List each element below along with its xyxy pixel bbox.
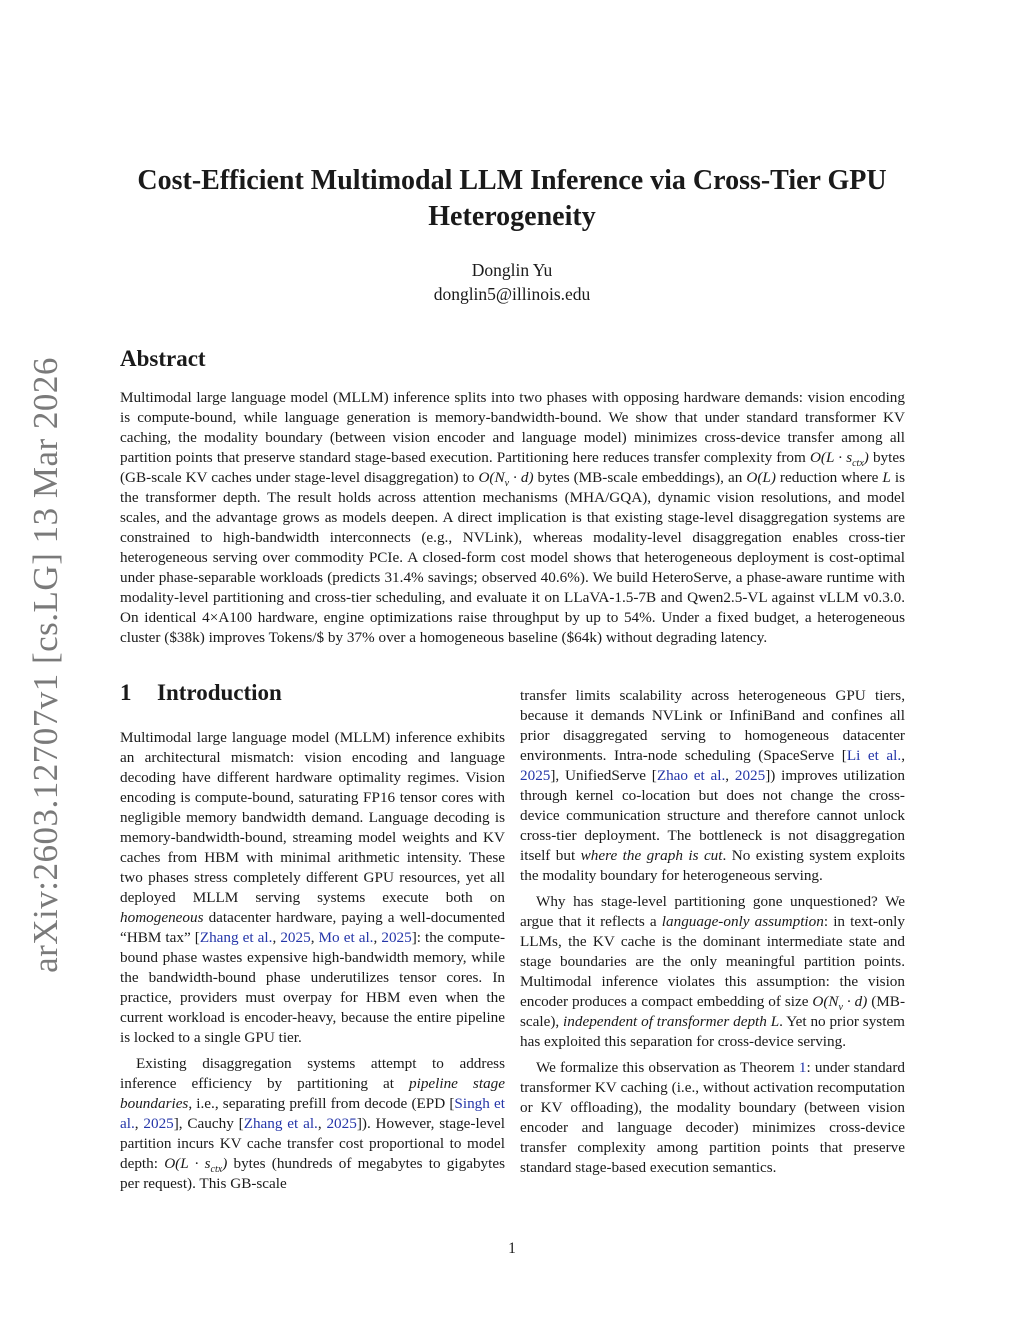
abstract-body: Multimodal large language model (MLLM) inference splits into two phases with opposing hardware demands: vision encoding is compute-bound, while language generation is memory-bandwidth-bound. We show that under standard transformer KV caching, the modality boundary (between vision encoder and language model) minimizes cross-device transfer among all partition points that preserve standard stage-based execution. Partitioning here reduces transfer complexity from $O(L \cdot s_{ctx})$ bytes (GB-scale KV caches under stage-level disaggregation) to $O(N_v \cdot d)$ bytes (MB-scale embeddings), an O(L) reduction where L is the transformer depth. The result holds across attention mechanisms (MHA/GQA), dynamic vision resolutions, and model scales, and the advantage grows as models deepen. A direct implication is that existing stage-level disaggregation systems are constrained to high-bandwidth interconnects (e.g., NVLink), whereas modality-level disaggregation enables cross-tier heterogeneous serving over commodity PCIe. A closed-form cost model shows that heterogeneous deployment is cost-optimal under phase-separable workloads (predicts 31.4% savings; observed 40.6%). We build HeteroServe, a phase-aware runtime with modality-level partitioning and cross-tier scheduling, and evaluate it on LLaVA-1.5-7B and Qwen2.5-VL against vLLM v0.3.0. On identical 4×A100 hardware, engine optimizations raise throughput by up to 54%. Under a fixed budget, a heterogeneous cluster ($38k) improves Tokens/$ by 37% over a homogeneous baseline ($64k) without degrading latency. bbox=[120, 389, 906, 646]
theorem-reference-link[interactable]: 1 bbox=[798, 1059, 807, 1076]
section-number: 1 bbox=[120, 680, 132, 705]
intro-paragraph: Why has stage-level partitioning gone unquestioned? We argue that it reflects a language-only assumption: in text-only LLMs, the KV cache is the dominant intermediate state and stage boundaries are the only meaningful partition points. Multimodal inference violates this assumption: the vision encoder produces a compact embedding of size $O(N_v \cdot d)$ (MB-scale), independent of transformer depth L. Yet no prior system has exploited this separation for cross-device serving. bbox=[520, 893, 905, 1050]
citation-link[interactable]: Zhao et al. bbox=[656, 767, 726, 784]
arxiv-identifier-text: arXiv:2603.12707v1 [cs.LG] 13 Mar 2026 bbox=[26, 357, 66, 973]
author-name: Donglin Yu bbox=[471, 260, 553, 280]
paper-title: Cost-Efficient Multimodal LLM Inference via Cross-Tier GPU Heterogeneity bbox=[137, 165, 887, 232]
section-title: Introduction bbox=[157, 680, 282, 705]
citation-link[interactable]: Mo et al. bbox=[318, 929, 374, 946]
page-number: 1 bbox=[508, 1240, 516, 1257]
math-expression: $O(L \cdot s_{ctx})$ bbox=[809, 449, 869, 470]
intro-paragraph: transfer limits scalability across heterogeneous GPU tiers, because it demands NVLink or InfiniBand and confines all prior disaggregated serving to homogeneous datacenter environments. Intra-node scheduling (SpaceServe [Li et al., 2025], UnifiedServe [Zhao et al., 2025]) improves utilization through kernel co-location but does not change the cross-device communication structure and therefore cannot unlock cross-tier deployment. The bottleneck is not disaggregation itself but where the graph is cut. No existing system exploits the modality boundary for heterogeneous serving. bbox=[520, 687, 905, 884]
intro-paragraph: Existing disaggregation systems attempt to address inference efficiency by partitioning at pipeline stage boundaries, i.e., separating prefill from decode (EPD [Singh et al., 2025], Cauchy [Zhang et al., 2025]). However, stage-level partition incurs KV cache transfer cost proportional to model depth: $O(L \cdot s_{ctx})$ bytes (hundreds of megabytes to gigabytes per request). This GB-scale bbox=[120, 1055, 506, 1192]
citation-link[interactable]: 2025 bbox=[143, 1115, 174, 1132]
citation-link[interactable]: Li et al. bbox=[846, 747, 902, 764]
citation-link[interactable]: 2025 bbox=[326, 1115, 357, 1132]
citation-link[interactable]: Zhang et al. bbox=[243, 1115, 318, 1132]
math-expression: $O(L \cdot s_{ctx})$ bbox=[164, 1155, 228, 1176]
math-expression: L bbox=[882, 469, 891, 486]
intro-paragraph: We formalize this observation as Theorem 1: under standard transformer KV caching (i.e., without activation recomputation or KV offloading), the modality boundary (between vision encoder and language decoder) minimizes cross-device transfer complexity among partition points that preserve standard stage-based execution semantics. bbox=[520, 1059, 905, 1176]
math-expression: $O(N_v \cdot d)$ bbox=[478, 469, 534, 490]
citation-link[interactable]: 2025 bbox=[734, 767, 766, 784]
intro-left-column bbox=[120, 728, 505, 1194]
intro-right-column bbox=[520, 686, 905, 1178]
author-block bbox=[100, 258, 924, 306]
citation-link[interactable]: 2025 bbox=[520, 767, 551, 784]
citation-link[interactable]: 2025 bbox=[381, 929, 412, 946]
author-email: donglin5@illinois.edu bbox=[433, 284, 591, 304]
citation-link[interactable]: Zhang et al. bbox=[199, 929, 273, 946]
math-expression: $O(N_v \cdot d)$ bbox=[812, 993, 868, 1014]
arxiv-identifier-stamp bbox=[22, 357, 70, 973]
math-expression: O(L) bbox=[746, 469, 776, 486]
math-expression: L bbox=[770, 1013, 780, 1030]
abstract-heading: Abstract bbox=[120, 346, 206, 371]
citation-link[interactable]: 2025 bbox=[280, 929, 311, 946]
section-heading-introduction bbox=[120, 678, 282, 708]
intro-paragraph: Multimodal large language model (MLLM) inference exhibits an architectural mismatch: vision encoding and language decoding have different hardware optimality regimes. Vision encoding is compute-bound, saturating FP16 tensor cores with negligible memory bandwidth demand. Language decoding is memory-bandwidth-bound, streaming model weights and KV caches from HBM with minimal arithmetic intensity. These two phases stress completely different GPU resources, yet all deployed MLLM serving systems execute both on homogeneous datacenter hardware, paying a well-documented “HBM tax” [Zhang et al., 2025, Mo et al., 2025]: the compute-bound phase wastes expensive high-bandwidth memory, while the bandwidth-bound phase underutilizes tensor cores. In practice, providers must overpay for HBM even when the current workload is encoder-heavy, because the entire pipeline is locked to a single GPU tier. bbox=[120, 729, 506, 1046]
citation-link[interactable]: Singh et al. bbox=[120, 1095, 505, 1132]
